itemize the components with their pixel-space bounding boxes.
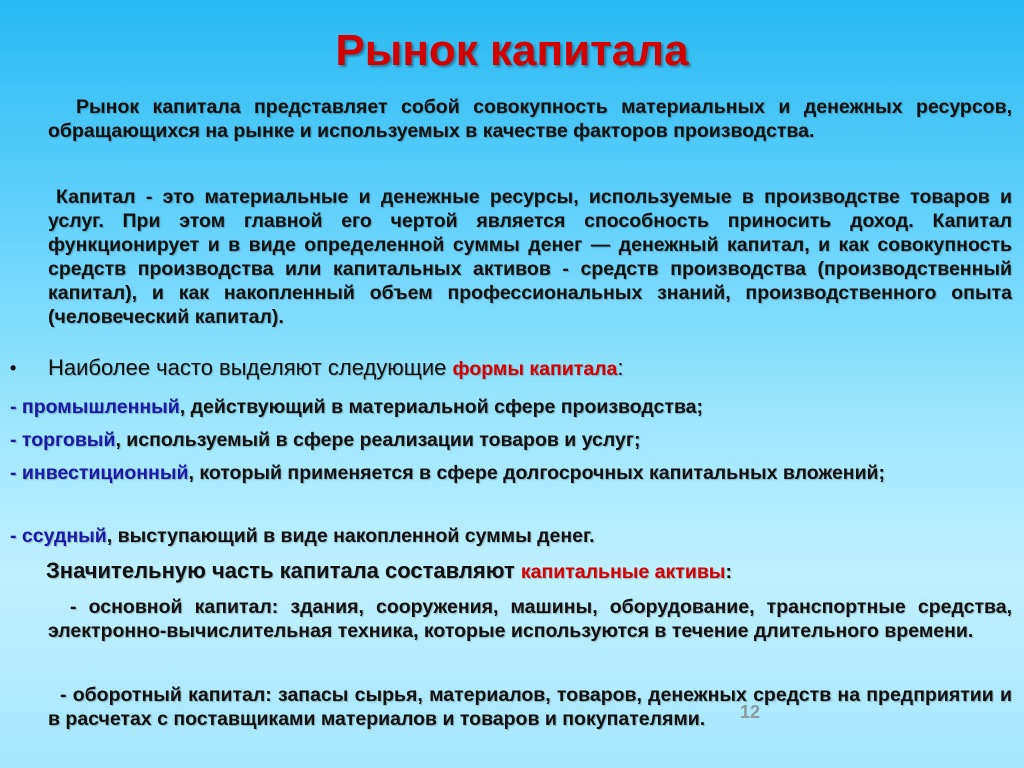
paragraph-fixed-capital [48,595,1012,643]
forms-intro-line [48,356,1008,381]
form-desc: , используемый в сфере реализации товаров и услуг; [115,429,641,451]
assets-colon: : [725,561,732,583]
form-desc: , действующий в материальной сфере производства; [179,396,704,418]
paragraph-capital [48,185,1012,329]
form-item-trade [10,428,1010,452]
assets-highlight: капитальные активы [520,561,726,583]
form-name: инвестиционный [21,462,189,484]
assets-intro-line [46,559,1006,584]
form-item-loan [10,524,1010,548]
form-dash: - [10,429,22,451]
form-dash: - [10,462,22,484]
form-item-investment [10,461,910,485]
fixed-capital-text: - основной капитал: здания, сооружения, машины, оборудование, транспортные средства, электронно-вычислительная техника, которые используются в течение длительного времени. [48,596,1012,642]
form-name: промышленный [21,396,180,418]
form-item-industrial [10,395,1010,419]
paragraph-definition [48,95,1012,143]
page-number: 12 [740,702,761,722]
forms-intro-text: Наиболее часто выделяют следующие [48,355,453,380]
form-name: ссудный [21,525,107,547]
form-desc: , выступающий в виде накопленной суммы денег. [106,525,595,547]
capital-text: - это материальные и денежные ресурсы, используемые в производстве товаров и услуг. При этом главной его чертой является способность приносить доход. Капитал функционирует и в виде определенной суммы денег — денежный капитал, и как совокупность средств производства или капитальных активов - средств производства (производственный капитал), и как накопленный объем профессиональных знаний, производственного опыта (человеческий капитал). [48,186,1012,328]
form-desc: , который применяется в сфере долгосрочных капитальных вложений; [188,462,886,484]
paragraph-working-capital [48,683,1012,731]
forms-highlight: формы капитала [452,358,618,380]
paragraph-definition-text: Рынок капитала представляет собой совокупность материальных и денежных ресурсов, обращающихся на рынке и используемых в качестве факторов производства. [48,96,1012,142]
form-dash: - [10,396,22,418]
assets-intro-text: Значительную часть капитала составляют [46,558,521,583]
form-name: торговый [21,429,116,451]
working-capital-text: - оборотный капитал: запасы сырья, материалов, товаров, денежных средств на предприятии и в расчетах с поставщиками материалов и товаров и покупателями. [48,684,1012,730]
capital-lead: Капитал [56,186,136,208]
forms-colon: : [617,355,624,380]
form-dash: - [10,525,22,547]
bullet-marker: • [10,358,17,378]
slide-title: Рынок капитала [335,26,689,75]
